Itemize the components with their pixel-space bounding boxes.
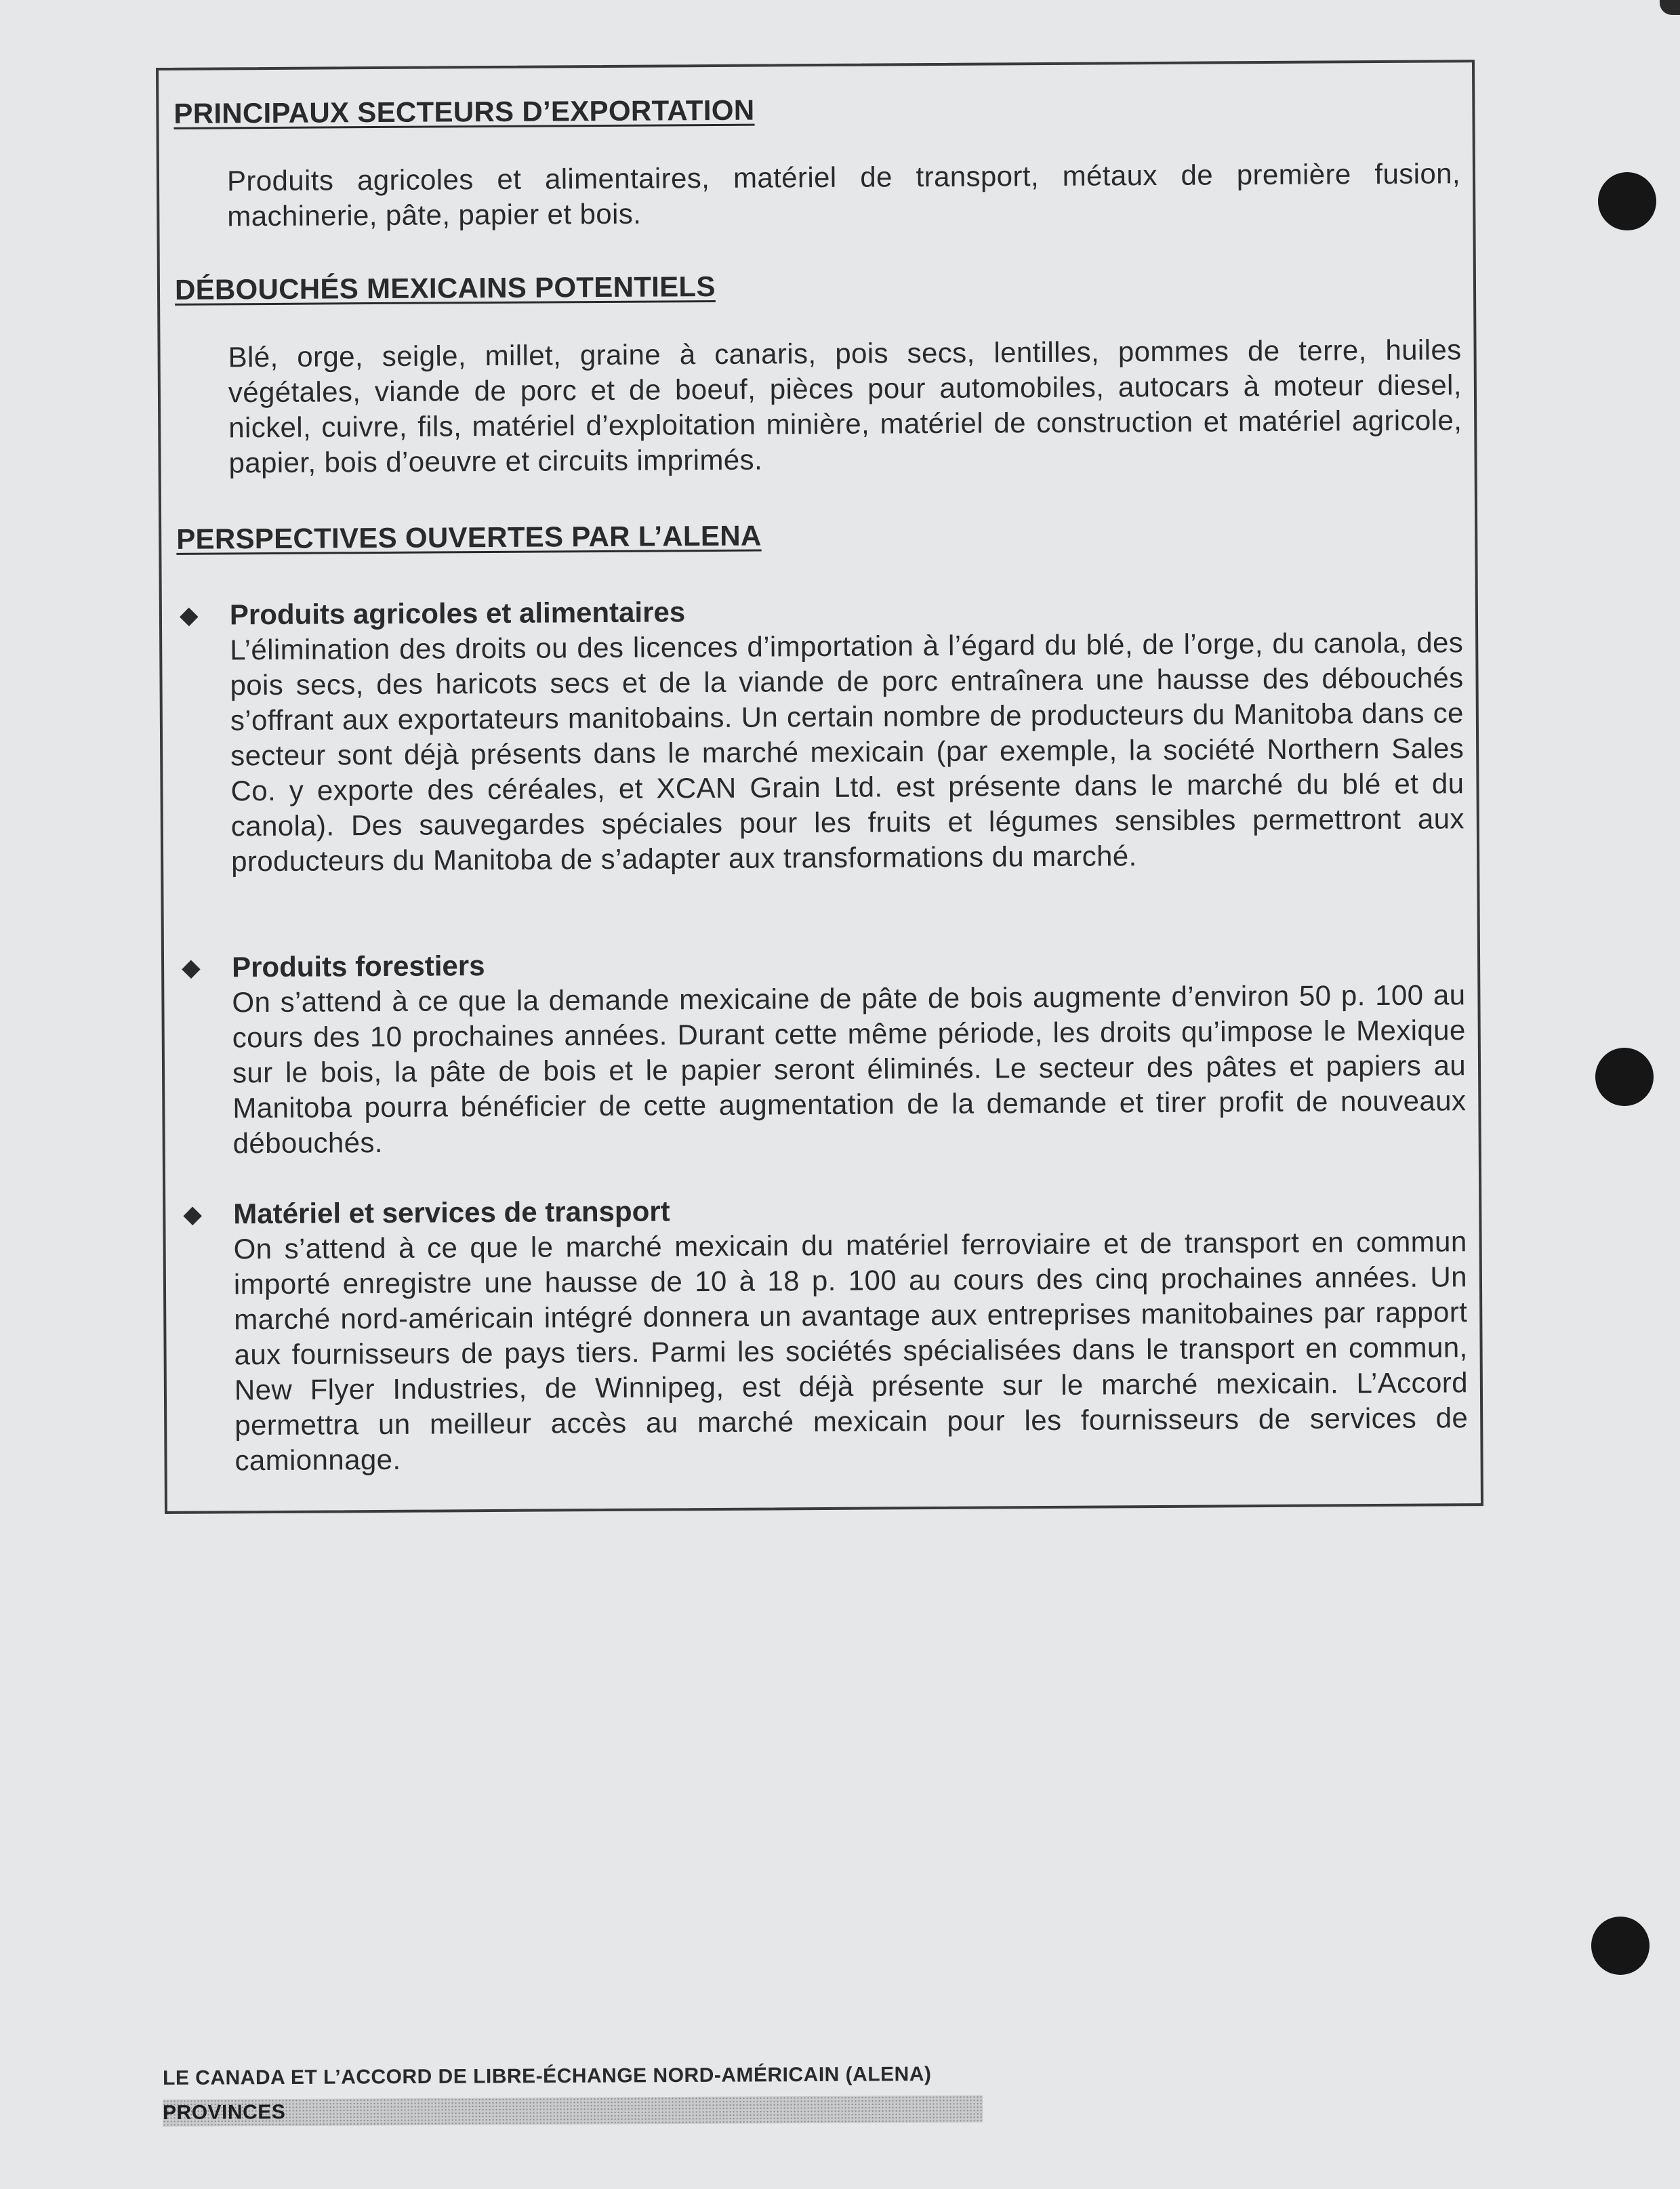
- footer-section-label: PROVINCES: [163, 2101, 286, 2124]
- item-text-forestry: On s’attend à ce que la demande mexicaine de pâte de bois augmente d’environ 50 p. 100 au cours des 10 prochaines années. Durant cette même période, les droits qu’impose le Mexique sur le bois, la pâte de bois et le papier seront éliminés. Le secteur des pâtes et papiers au Manitoba pourra bénéficier de cette augmentation de la demande et tirer profit de nouveaux débouchés.: [232, 979, 1467, 1160]
- binder-hole: [1598, 172, 1656, 230]
- mexican-markets-text: Blé, orge, seigle, millet, graine à canaris, pois secs, lentilles, pommes de terre, huiles végétales, viande de porc et de boeuf, pièces pour automobiles, autocars à moteur diesel, nickel, cuivre, fils, matériel d’exploitation minière, matériel de construction et matériel agricole, papier, bois d’oeuvre et circuits imprimés.: [228, 333, 1462, 479]
- bullet-icon: ◆: [181, 953, 201, 981]
- item-title-agriculture: Produits agricoles et alimentaires: [229, 596, 686, 631]
- export-sectors-text: Produits agricoles et alimentaires, matériel de transport, métaux de première fusion, machinerie, pâte, papier et bois.: [226, 157, 1461, 232]
- item-text-agriculture: L’élimination des droits ou des licences d’importation à l’égard du blé, de l’orge, du canola, des pois secs, des haricots secs et de la viande de porc entraînera une hausse des débouchés s’offrant aux exportateurs manitobains. Un certain nombre de producteurs du Manitoba dans ce secteur sont déjà présents dans le marché mexicain (par exemple, la société Northern Sales Co. y exporte des céréales, et XCAN Grain Ltd. est présente dans le marché du blé et du canola). Des sauvegardes spéciales pour les fruits et légumes sensibles permettront aux producteurs du Manitoba de s’adapter aux transformations du marché.: [230, 626, 1464, 878]
- footer-document-title: LE CANADA ET L’ACCORD DE LIBRE-ÉCHANGE NORD-AMÉRICAIN (ALENA): [163, 2063, 932, 2089]
- binder-hole: [1595, 1048, 1654, 1106]
- content-box: [156, 60, 1483, 1514]
- bullet-icon: ◆: [179, 600, 199, 629]
- bullet-icon: ◆: [183, 1200, 203, 1228]
- page-corner-mark: [1660, 0, 1680, 15]
- item-title-transport: Matériel et services de transport: [233, 1195, 670, 1230]
- item-text-transport: On s’attend à ce que le marché mexicain du matériel ferroviaire et de transport en commun importé enregistre une hausse de 10 à 18 p. 100 au cours des cinq prochaines années. Un marché nord-américain intégré donnera un avantage aux entreprises manitobaines par rapport aux fournisseurs de pays tiers. Parmi les sociétés spécialisées dans le transport en commun, New Flyer Industries, de Winnipeg, est déjà présente sur le marché mexicain. L’Accord permettra un meilleur accès au marché mexicain pour les fournisseurs de services de camionnage.: [233, 1225, 1469, 1477]
- heading-export-sectors: PRINCIPAUX SECTEURS D’EXPORTATION: [173, 94, 755, 129]
- binder-hole: [1591, 1917, 1650, 1975]
- item-title-forestry: Produits forestiers: [231, 949, 485, 983]
- heading-mexican-markets: DÉBOUCHÉS MEXICAINS POTENTIELS: [174, 270, 716, 306]
- footer-section-band: [163, 2095, 983, 2127]
- heading-nafta-perspectives: PERSPECTIVES OUVERTES PAR L’ALENA: [176, 519, 762, 555]
